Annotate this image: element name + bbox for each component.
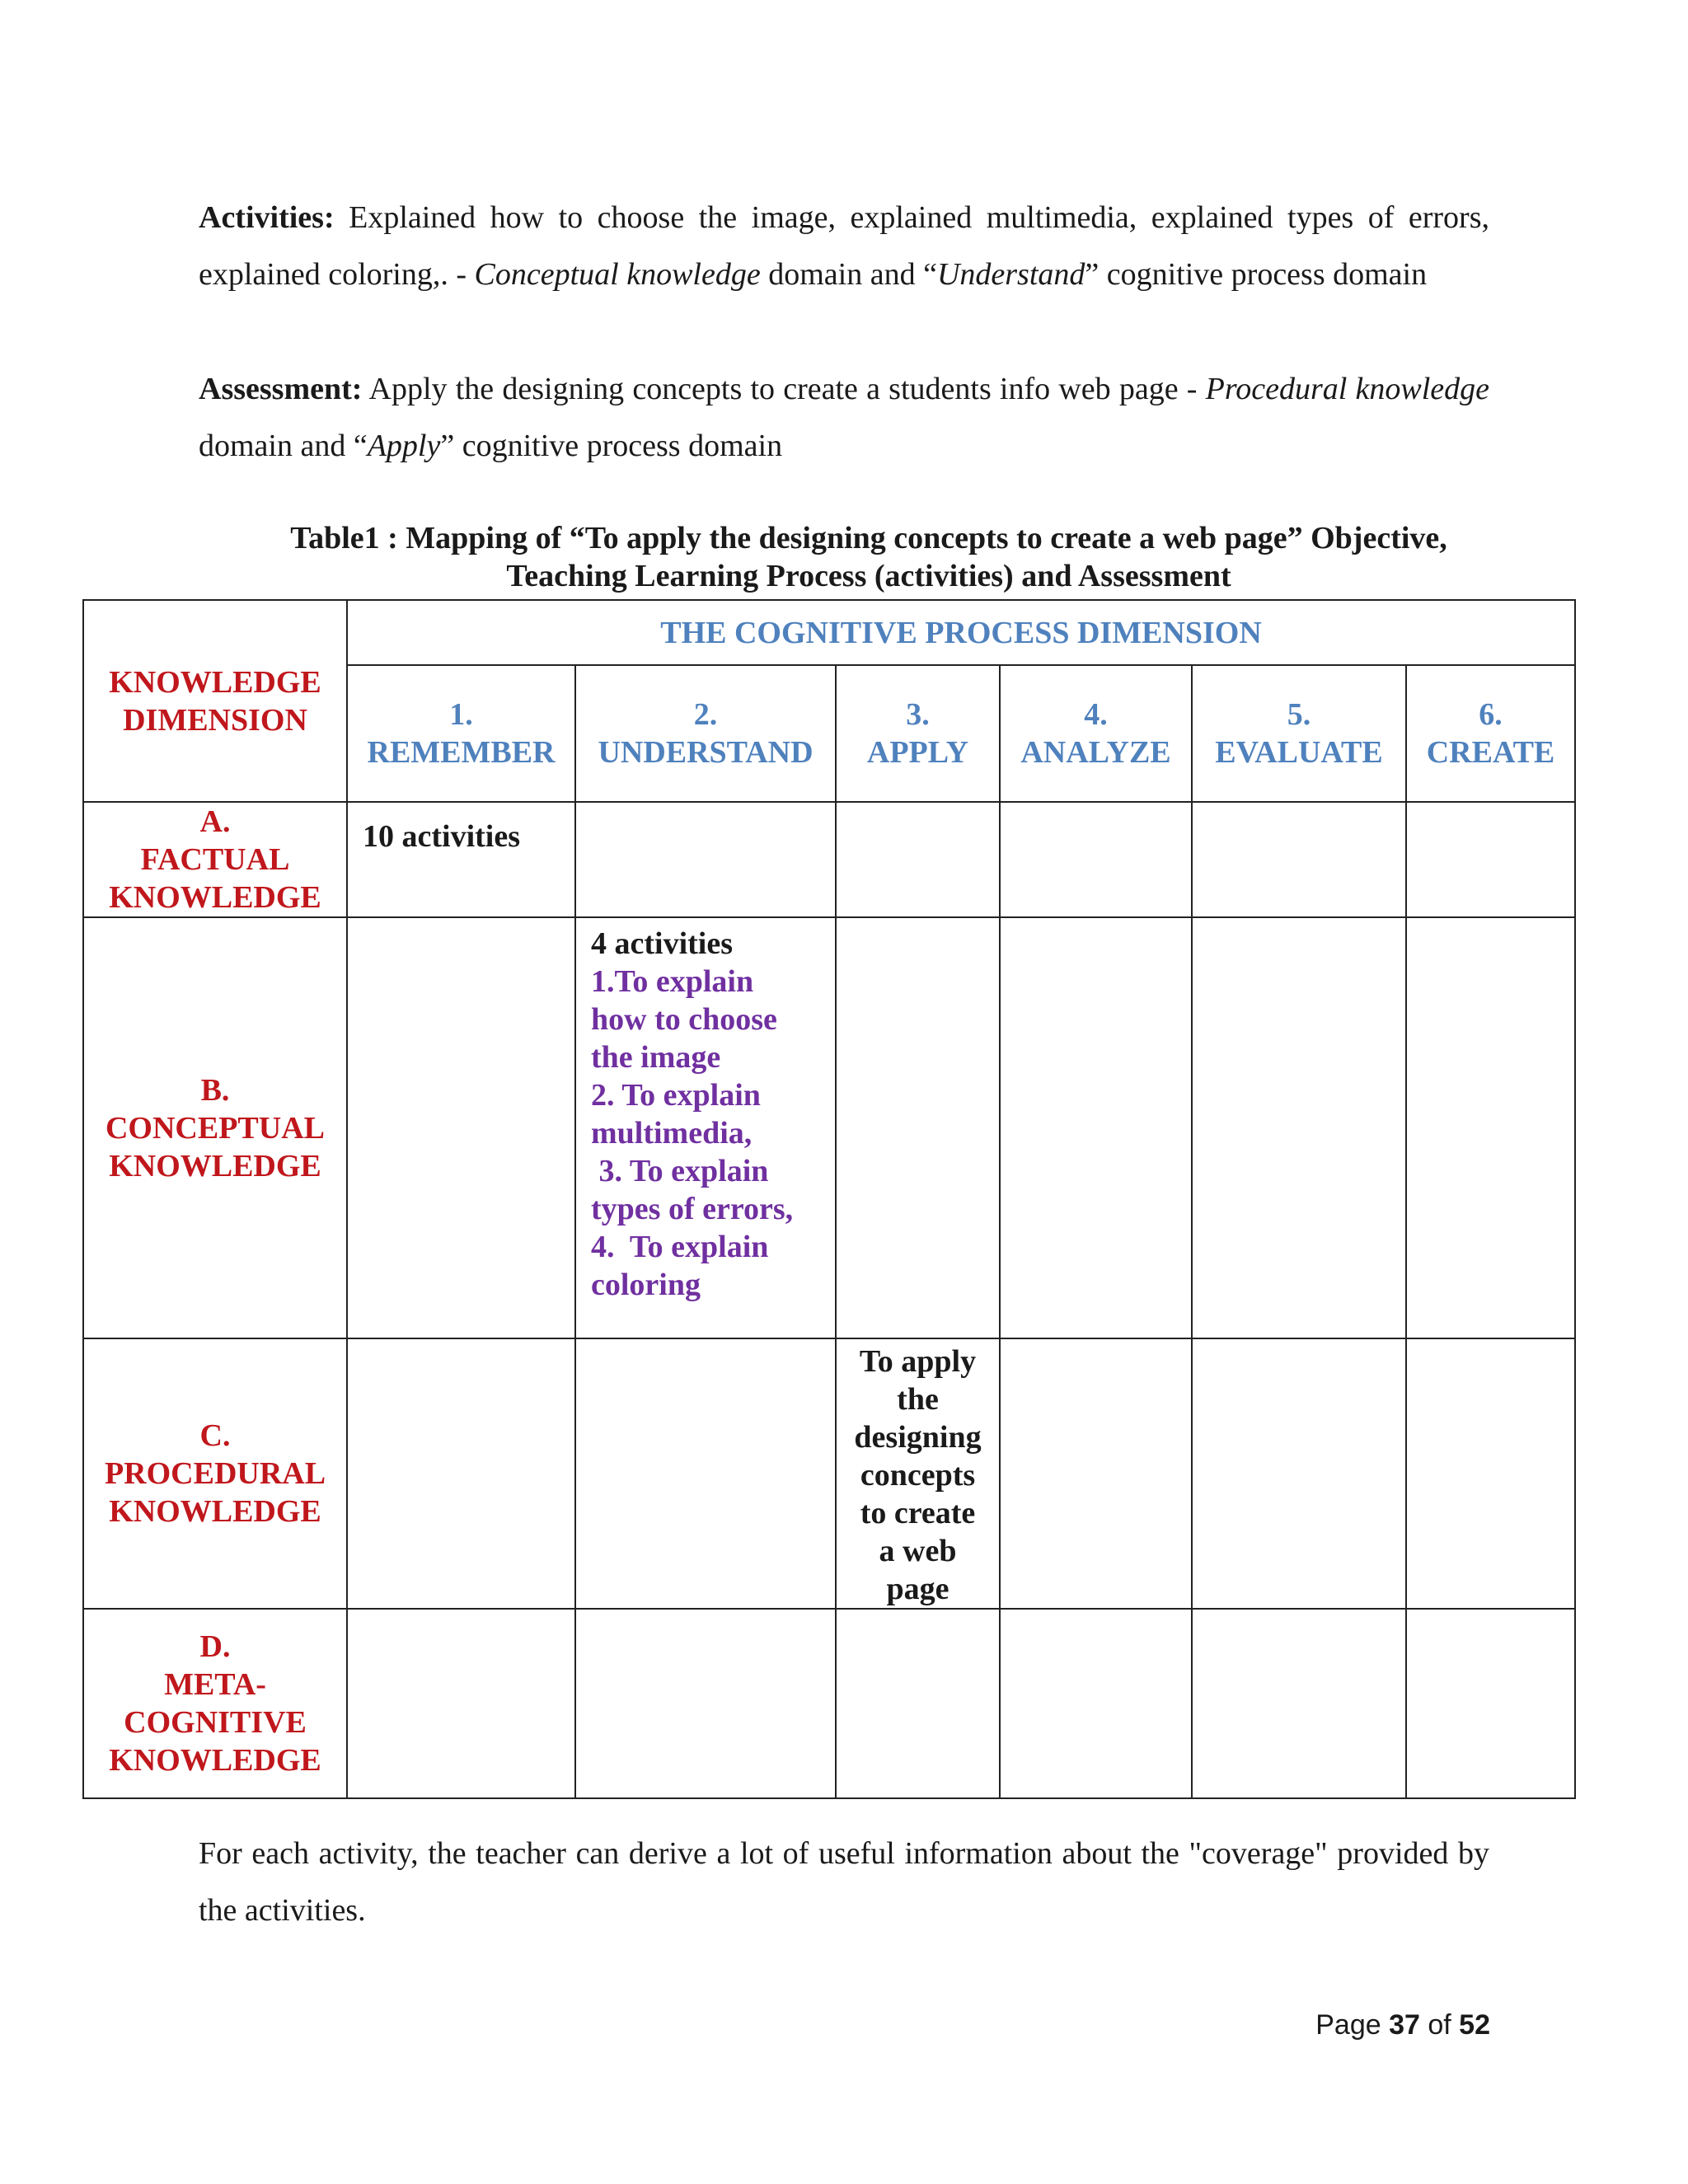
apply-line: concepts (860, 1458, 976, 1493)
activities-text: ” cognitive process domain (1085, 257, 1428, 292)
activity-line: 4. To explain (591, 1230, 769, 1264)
column-name: REMEMBER (367, 735, 556, 770)
column-name: APPLY (866, 735, 969, 770)
activity-line: multimedia, (591, 1116, 753, 1151)
row-label-line: FACTUAL (140, 842, 290, 877)
empty-cell (1406, 1609, 1575, 1798)
empty-cell (1192, 1609, 1406, 1798)
page-number-prefix: Page (1315, 2009, 1390, 2041)
row-label-line: KNOWLEDGE (109, 1494, 321, 1529)
activities-count: 4 activities (591, 926, 734, 961)
empty-cell (836, 802, 1000, 917)
apply-line: a web (879, 1534, 957, 1568)
row-label-line: CONCEPTUAL (105, 1110, 326, 1146)
apply-line: to create (860, 1496, 976, 1530)
table-row-factual (83, 802, 1575, 917)
empty-cell (347, 1609, 575, 1798)
column-create (1406, 665, 1575, 802)
footer-paragraph: For each activity, the teacher can derive a lot of useful information about the "coverage" provided by the activities. (199, 1836, 1489, 1928)
assessment-paragraph (199, 361, 1489, 475)
apply-line: designing (854, 1420, 982, 1455)
row-label-line: COGNITIVE (124, 1705, 307, 1740)
empty-cell (836, 1609, 1000, 1798)
activities-label: Activities: (199, 200, 335, 235)
apply-line: page (886, 1572, 950, 1606)
empty-cell (1000, 802, 1192, 917)
empty-cell (1000, 1338, 1192, 1609)
mapping-table (82, 599, 1576, 1799)
row-label-line: KNOWLEDGE (109, 1148, 321, 1183)
column-number: 5. (1287, 697, 1311, 732)
activity-line: 3. To explain (591, 1154, 769, 1188)
activities-domain: Conceptual knowledge (474, 257, 761, 292)
activities-text: domain and “ (760, 257, 937, 292)
column-apply (836, 665, 1000, 802)
empty-cell (575, 802, 836, 917)
apply-line: the (897, 1382, 939, 1417)
row-label-line: KNOWLEDGE (109, 1743, 321, 1778)
column-name: EVALUATE (1215, 735, 1383, 770)
caption-line: Teaching Learning Process (activities) and Assessment (506, 559, 1231, 593)
activities-text: Explained how to choose the image, explained multimedia, explained types of errors, explained coloring,. - (199, 200, 1489, 292)
empty-cell (347, 917, 575, 1338)
page-number (1315, 2009, 1490, 2041)
column-understand (575, 665, 836, 802)
row-label-factual (83, 802, 347, 917)
empty-cell (1000, 1609, 1192, 1798)
empty-cell (1000, 917, 1192, 1338)
empty-cell (836, 917, 1000, 1338)
empty-cell (1406, 802, 1575, 917)
apply-line: To apply (859, 1344, 977, 1379)
column-name: CREATE (1426, 735, 1555, 770)
activities-paragraph (199, 190, 1489, 303)
row-label-metacognitive (83, 1609, 347, 1798)
row-label-line: D. (199, 1629, 231, 1664)
page-number-middle: of (1419, 2009, 1460, 2041)
column-remember (347, 665, 575, 802)
table-row-metacognitive (83, 1609, 1575, 1798)
assessment-text: domain and “ (199, 429, 368, 463)
column-number: 3. (906, 697, 930, 732)
table-row-procedural (83, 1338, 1575, 1609)
assessment-process: Apply (367, 429, 441, 463)
caption-line: Table1 : Mapping of “To apply the designing concepts to create a web page” Objective, (290, 521, 1447, 555)
activity-line: coloring (591, 1268, 701, 1302)
factual-remember-cell: 10 activities (347, 802, 575, 917)
column-analyze (1000, 665, 1192, 802)
empty-cell (1192, 1338, 1406, 1609)
activity-line: the image (591, 1040, 721, 1075)
table-row-conceptual (83, 917, 1575, 1338)
row-label-conceptual (83, 917, 347, 1338)
row-label-line: KNOWLEDGE (109, 880, 321, 915)
column-name: ANALYZE (1020, 735, 1171, 770)
conceptual-understand-cell (575, 917, 836, 1338)
column-number: 1. (449, 697, 473, 732)
cognitive-process-header: THE COGNITIVE PROCESS DIMENSION (347, 600, 1575, 665)
empty-cell (575, 1609, 836, 1798)
row-label-line: META- (164, 1667, 266, 1702)
empty-cell (1406, 917, 1575, 1338)
assessment-label: Assessment: (199, 372, 363, 406)
activity-line: types of errors, (591, 1192, 794, 1226)
column-name: UNDERSTAND (598, 735, 814, 770)
header-line: DIMENSION (123, 702, 307, 738)
procedural-apply-cell (836, 1338, 1000, 1609)
empty-cell (1192, 802, 1406, 917)
column-number: 2. (693, 697, 718, 732)
column-number: 6. (1479, 697, 1503, 732)
table-caption (82, 519, 1655, 595)
knowledge-dimension-header (83, 600, 347, 802)
activity-line: 1.To explain (591, 964, 754, 999)
row-label-line: A. (199, 804, 231, 839)
empty-cell (347, 1338, 575, 1609)
row-label-procedural (83, 1338, 347, 1609)
empty-cell (1406, 1338, 1575, 1609)
activity-line: how to choose (591, 1002, 777, 1037)
header-row (83, 600, 1575, 665)
row-label-line: B. (200, 1072, 230, 1108)
assessment-domain: Procedural knowledge (1205, 372, 1490, 406)
assessment-text: Apply the designing concepts to create a students info web page - (362, 372, 1206, 406)
header-line: KNOWLEDGE (109, 664, 321, 700)
page-number-current: 37 (1389, 2009, 1420, 2041)
page-number-total: 52 (1459, 2009, 1490, 2041)
row-label-line: C. (199, 1418, 231, 1453)
column-number: 4. (1084, 697, 1108, 732)
assessment-text: ” cognitive process domain (440, 429, 783, 463)
empty-cell (1192, 917, 1406, 1338)
row-label-line: PROCEDURAL (104, 1456, 326, 1491)
activity-line: 2. To explain (591, 1078, 761, 1113)
empty-cell (575, 1338, 836, 1609)
column-evaluate (1192, 665, 1406, 802)
activities-process: Understand (936, 257, 1085, 292)
